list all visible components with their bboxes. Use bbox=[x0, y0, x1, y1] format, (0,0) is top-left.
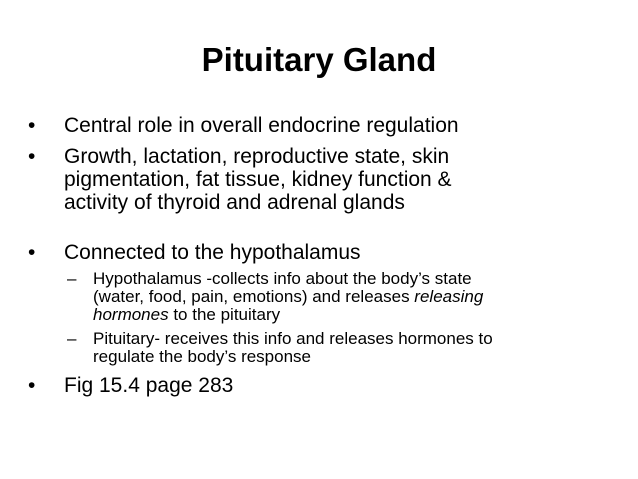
bullet-item bbox=[28, 241, 618, 264]
sub-bullet-line: regulate the body’s response bbox=[93, 347, 312, 366]
bullet-icon: • bbox=[28, 145, 36, 168]
emphasis-text: hormones bbox=[93, 305, 169, 324]
bullet-text-line: Growth, lactation, reproductive state, skin bbox=[64, 145, 450, 168]
sub-bullet-line: Hypothalamus -collects info about the body’s state bbox=[93, 269, 472, 288]
bullet-item bbox=[28, 114, 618, 137]
sub-bullet-text: to the pituitary bbox=[168, 305, 281, 324]
bullet-text: Fig 15.4 page 283 bbox=[64, 374, 234, 397]
emphasis-text: releasing bbox=[414, 287, 484, 306]
bullet-icon: • bbox=[28, 114, 36, 137]
sub-bullet-line: Pituitary- receives this info and releases hormones to bbox=[93, 329, 493, 348]
bullet-text: Central role in overall endocrine regulation bbox=[64, 114, 459, 137]
bullet-text: Connected to the hypothalamus bbox=[64, 241, 361, 264]
sub-bullet-item bbox=[28, 330, 618, 366]
bullet-item bbox=[28, 145, 618, 214]
bullet-text-line: pigmentation, fat tissue, kidney function & bbox=[64, 168, 452, 191]
bullet-icon: • bbox=[28, 241, 36, 264]
bullet-icon: • bbox=[28, 374, 36, 397]
bullet-text-line: activity of thyroid and adrenal glands bbox=[64, 191, 405, 214]
sub-bullet-line bbox=[93, 288, 618, 306]
slide-title: Pituitary Gland bbox=[201, 41, 437, 78]
dash-icon: – bbox=[67, 269, 77, 288]
sub-bullet-item bbox=[28, 270, 618, 324]
sub-bullet-text: (water, food, pain, emotions) and releases bbox=[93, 287, 415, 306]
slide-body bbox=[28, 114, 618, 397]
bullet-item bbox=[28, 374, 618, 397]
dash-icon: – bbox=[67, 329, 77, 348]
sub-bullet-line bbox=[93, 306, 618, 324]
